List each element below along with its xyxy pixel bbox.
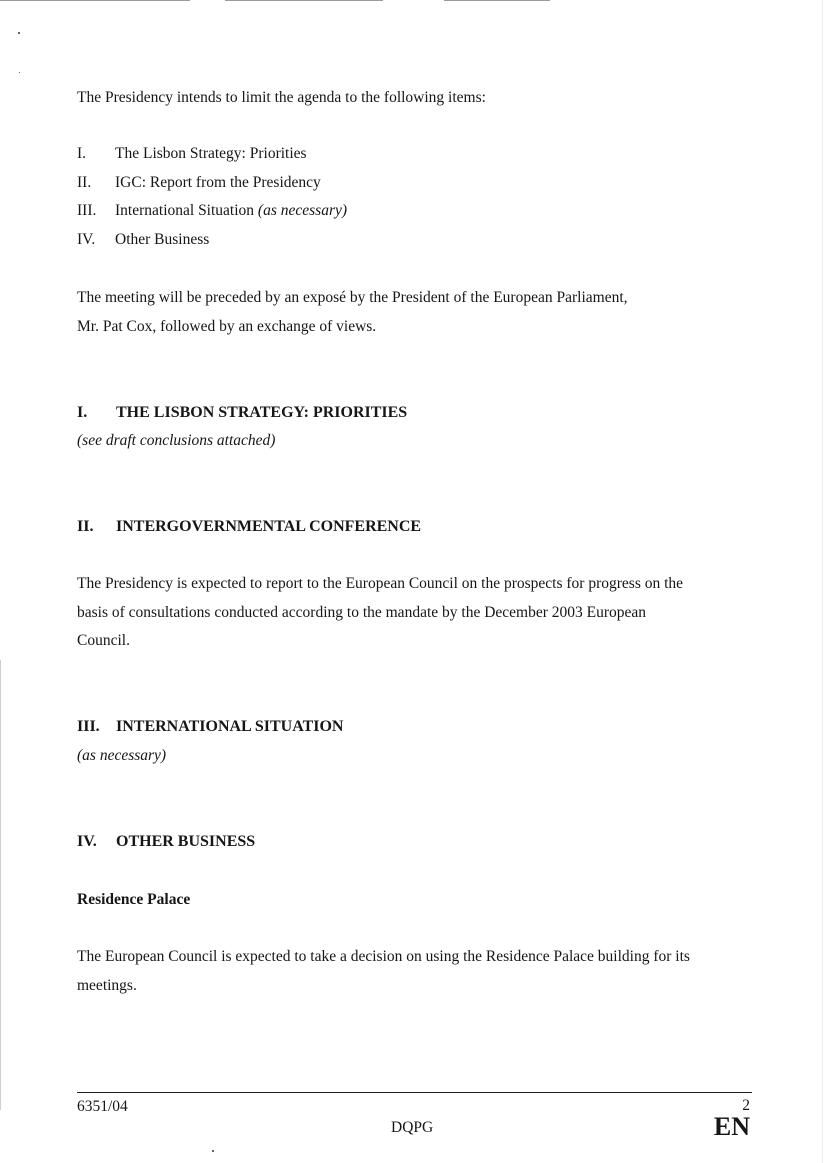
paragraph-line: The meeting will be preceded by an exposé by the President of the European Parliament,	[77, 289, 628, 306]
scan-edge-line	[444, 0, 550, 1]
department-code: DQPG	[391, 1119, 434, 1136]
subsection-heading: Residence Palace	[77, 891, 191, 908]
paragraph-line: Council.	[77, 632, 130, 649]
section-number: IV.	[77, 833, 97, 850]
scan-right-edge	[822, 0, 823, 1163]
section-number: III.	[77, 718, 100, 735]
paragraph-line: The Presidency is expected to report to the European Council on the prospects for progress on the	[77, 575, 684, 592]
paragraph-line: basis of consultations conducted according to the mandate by the December 2003 European	[77, 603, 647, 621]
section-title: INTERNATIONAL SITUATION	[116, 718, 344, 735]
scan-speck	[212, 1150, 214, 1152]
scan-speck	[19, 72, 20, 73]
section-body	[77, 570, 747, 656]
scan-edge-line	[225, 0, 383, 1]
scan-left-edge	[0, 660, 1, 1110]
preface-paragraph	[77, 284, 747, 341]
language-code: EN	[713, 1112, 750, 1141]
scan-speck	[18, 32, 20, 34]
scan-edge-line	[0, 0, 190, 1]
section-note: (see draft conclusions attached)	[77, 432, 276, 449]
agenda-item-number: I.	[77, 145, 87, 162]
section-title: THE LISBON STRATEGY: PRIORITIES	[116, 404, 408, 421]
paragraph-line: The European Council is expected to take a decision on using the Residence Palace building for its	[77, 948, 690, 965]
agenda-item-number: II.	[77, 174, 92, 191]
agenda-item-number: III.	[77, 202, 97, 219]
document-reference: 6351/04	[77, 1098, 128, 1115]
agenda-item-label: The Lisbon Strategy: Priorities	[115, 145, 307, 162]
section-number: II.	[77, 518, 94, 535]
page-number: 2	[742, 1097, 750, 1114]
section-note: (as necessary)	[77, 747, 167, 764]
section-number: I.	[77, 404, 88, 421]
section-body	[77, 943, 747, 1000]
paragraph-line: Mr. Pat Cox, followed by an exchange of views.	[77, 317, 377, 335]
agenda-item-label: International Situation (as necessary)	[115, 202, 348, 219]
paragraph-line: meetings.	[77, 976, 137, 994]
section-title: INTERGOVERNMENTAL CONFERENCE	[116, 518, 422, 535]
section-title: OTHER BUSINESS	[116, 833, 256, 850]
footer-rule	[77, 1092, 752, 1093]
agenda-item-label: IGC: Report from the Presidency	[115, 174, 321, 191]
agenda-item-number: IV.	[77, 231, 96, 248]
agenda-intro: The Presidency intends to limit the agenda to the following items:	[77, 89, 486, 106]
agenda-item-label: Other Business	[115, 231, 210, 248]
